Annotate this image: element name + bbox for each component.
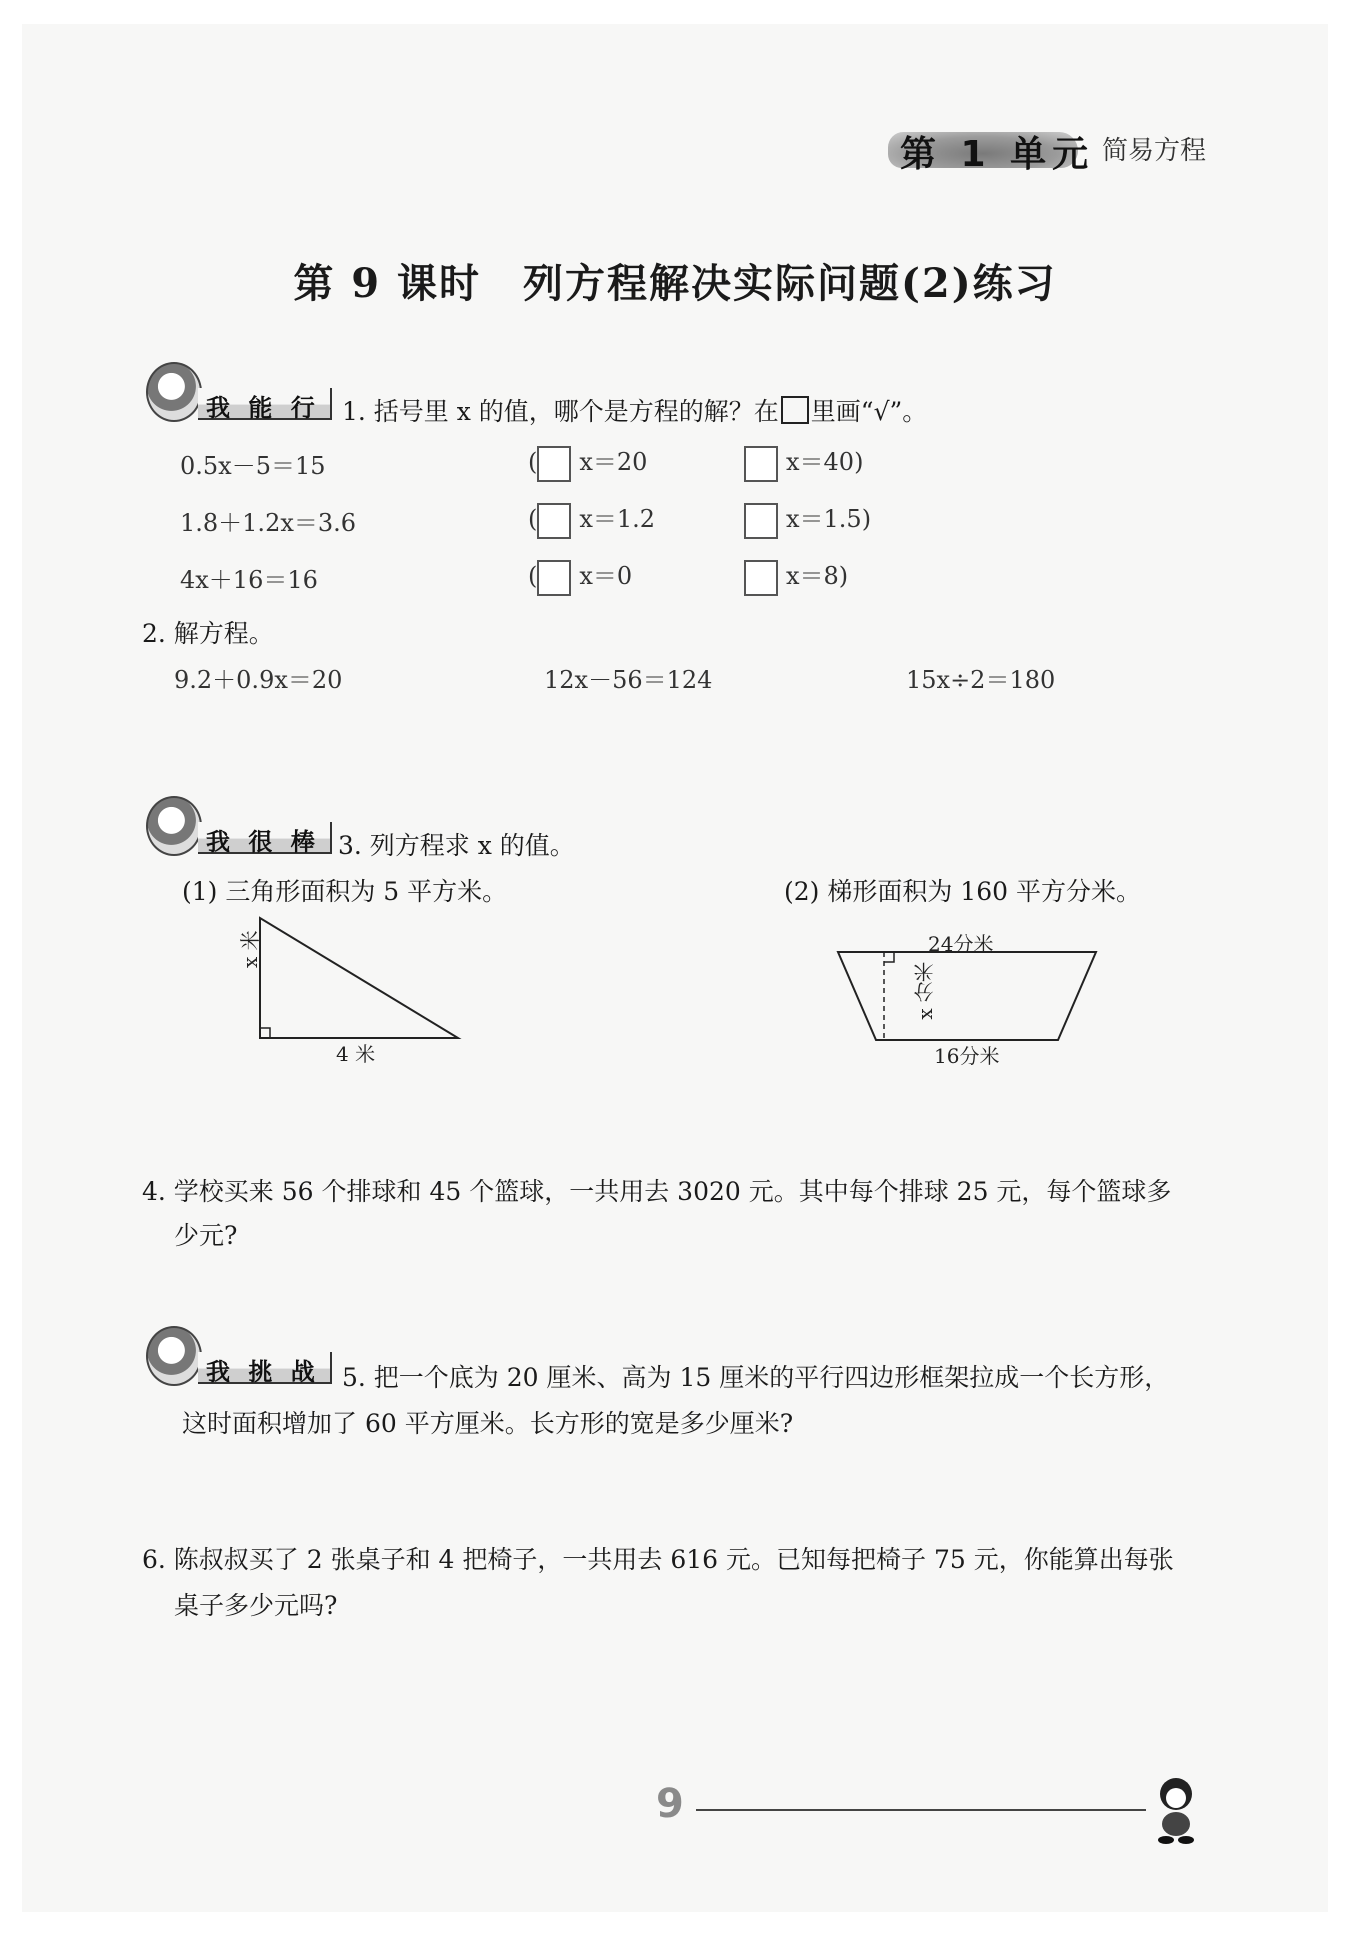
q1-options-1b	[744, 442, 863, 482]
option-value: x＝40)	[786, 448, 864, 476]
q1-options-2b	[744, 499, 871, 539]
question-5-line-2: 这时面积增加了 60 平方厘米。长方形的宽是多少厘米?	[182, 1409, 794, 1438]
open-paren: (	[528, 448, 538, 476]
q1-options-2	[528, 499, 655, 539]
question-1-text-end: 里画“√”。	[810, 397, 928, 426]
option-value: x＝1.5)	[786, 505, 872, 533]
footer-rule	[696, 1809, 1146, 1811]
trapezoid-figure	[830, 946, 1110, 1050]
cartoon-girl-icon	[146, 796, 202, 856]
mascot-foot	[1158, 1836, 1174, 1844]
trapezoid-top-label: 24分米	[928, 932, 994, 956]
badge-label: 我 挑 战	[198, 1352, 332, 1384]
option-value: x＝1.2	[579, 505, 656, 533]
question-1-text: 1. 括号里 x 的值，哪个是方程的解？在	[342, 397, 779, 426]
q2-equation-3: 15x÷2＝180	[906, 666, 1056, 694]
question-1	[342, 392, 927, 428]
question-3: 3. 列方程求 x 的值。	[338, 831, 575, 860]
question-6-line-2: 桌子多少元吗?	[174, 1591, 338, 1620]
answer-checkbox[interactable]	[744, 560, 778, 596]
question-5-line-1: 5. 把一个底为 20 厘米、高为 15 厘米的平行四边形框架拉成一个长方形，	[342, 1363, 1170, 1392]
q2-equation-2: 12x－56＝124	[544, 666, 713, 694]
checkbox-symbol-icon	[781, 396, 809, 424]
question-6-line-1: 6. 陈叔叔买了 2 张桌子和 4 把椅子，一共用去 616 元。已知每把椅子 75 元，你能算出每张	[142, 1545, 1174, 1574]
right-angle-mark	[884, 952, 894, 962]
badge-label: 我 很 棒	[198, 822, 332, 854]
option-value: x＝8)	[786, 562, 849, 590]
trapezoid-bottom-label: 16分米	[934, 1044, 1000, 1068]
mascot-body	[1162, 1812, 1190, 1836]
q1-equation-2: 1.8＋1.2x＝3.6	[180, 509, 357, 537]
q3-part-2: (2) 梯形面积为 160 平方分米。	[784, 877, 1141, 906]
right-angle-mark	[260, 1028, 270, 1038]
triangle-height-label: x 米	[238, 930, 262, 968]
triangle-base-label: 4 米	[336, 1042, 376, 1066]
option-value: x＝20	[579, 448, 648, 476]
trapezoid-height-label: x 分米	[913, 962, 937, 1020]
right-triangle	[260, 918, 458, 1038]
open-paren: (	[528, 505, 538, 533]
answer-checkbox[interactable]	[537, 446, 571, 482]
badge-label: 我 能 行	[198, 388, 332, 420]
lesson-title: 第 9 课时 列方程解决实际问题(2)练习	[293, 260, 1057, 307]
q3-part-1: (1) 三角形面积为 5 平方米。	[182, 877, 508, 906]
unit-label: 第 1 单元	[900, 134, 1095, 175]
q1-options-3	[528, 556, 632, 596]
answer-checkbox[interactable]	[537, 503, 571, 539]
q1-options-1	[528, 442, 647, 482]
q2-equation-1: 9.2＋0.9x＝20	[174, 666, 343, 694]
answer-checkbox[interactable]	[744, 503, 778, 539]
cartoon-girl-icon	[146, 362, 202, 422]
page-number: 9	[656, 1781, 684, 1827]
unit-subject: 简易方程	[1102, 136, 1207, 166]
cartoon-mascot-icon	[1146, 1770, 1212, 1846]
option-value: x＝0	[579, 562, 633, 590]
open-paren: (	[528, 562, 538, 590]
q1-options-3b	[744, 556, 848, 596]
mascot-foot	[1178, 1836, 1194, 1844]
mascot-face	[1166, 1788, 1186, 1808]
question-2: 2. 解方程。	[142, 619, 274, 648]
q1-equation-3: 4x＋16＝16	[180, 566, 318, 594]
unit-banner	[888, 126, 1095, 175]
q1-equation-1: 0.5x－5＝15	[180, 452, 326, 480]
answer-checkbox[interactable]	[537, 560, 571, 596]
trapezoid	[838, 952, 1096, 1040]
answer-checkbox[interactable]	[744, 446, 778, 482]
question-4-line-2: 少元?	[174, 1221, 238, 1250]
question-4-line-1: 4. 学校买来 56 个排球和 45 个篮球，一共用去 3020 元。其中每个排球 25 元，每个篮球多	[142, 1177, 1172, 1206]
cartoon-girl-icon	[146, 1326, 202, 1386]
